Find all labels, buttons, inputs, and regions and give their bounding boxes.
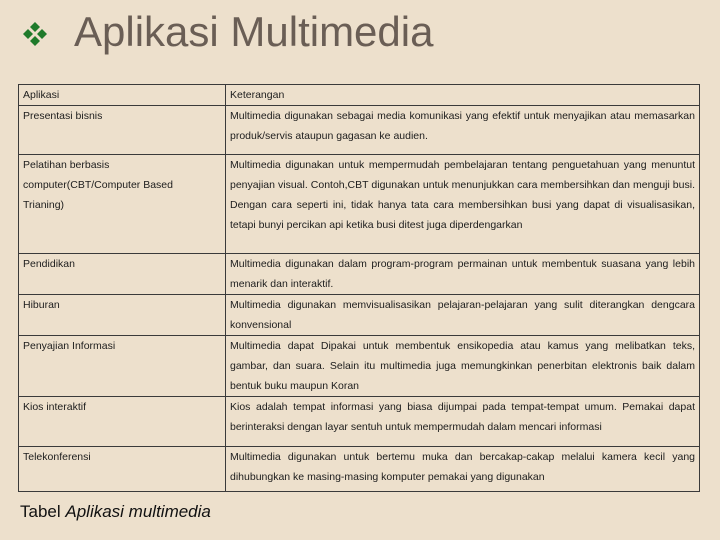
app-name: Pelatihan berbasis computer(CBT/Computer Based Trianing)	[19, 155, 226, 254]
table-row	[19, 397, 700, 447]
slide-title-text: Aplikasi Multimedia	[74, 8, 434, 55]
header-aplikasi: Aplikasi	[19, 85, 226, 106]
table-header-row	[19, 85, 700, 106]
app-description: Multimedia digunakan untuk bertemu muka dan bercakap-cakap melalui kamera kecil yang dihubungkan ke masing-masing komputer pemakai yang digunakan	[226, 447, 700, 492]
app-description: Multimedia digunakan sebagai media komunikasi yang efektif untuk menyajikan atau memasarkan produk/servis ataupun gagasan ke audien.	[226, 106, 700, 155]
table-row	[19, 106, 700, 155]
table-caption	[20, 502, 211, 522]
app-description: Multimedia dapat Dipakai untuk membentuk ensikopedia atau kamus yang melibatkan teks, gambar, dan suara. Selain itu multimedia juga memungkinkan penerbitan elektronis baik dalam bentuk buku maupun Koran	[226, 336, 700, 397]
app-name: Kios interaktif	[19, 397, 226, 447]
table-row	[19, 155, 700, 254]
app-name: Pendidikan	[19, 254, 226, 295]
slide-title	[22, 4, 433, 60]
caption-italic: Aplikasi multimedia	[65, 502, 211, 521]
header-keterangan: Keterangan	[226, 85, 700, 106]
app-name: Penyajian Informasi	[19, 336, 226, 397]
app-description: Kios adalah tempat informasi yang biasa dijumpai pada tempat-tempat umum. Pemakai dapat berinteraksi dengan layar sentuh untuk mempermudah dalam mencari informasi	[226, 397, 700, 447]
app-name: Telekonferensi	[19, 447, 226, 492]
table-row	[19, 336, 700, 397]
app-description: Multimedia digunakan untuk mempermudah pembelajaran tentang penguetahuan yang menuntut penyajian visual. Contoh,CBT digunakan untuk menunjukkan cara membersihkan dan menguji busi. Dengan cara seperti ini, tidak hanya tata cara membersihkan busi yang dapat di visualisasikan, tetapi bunyi percikan api ketika busi ditest juga diperdengarkan	[226, 155, 700, 254]
app-description: Multimedia digunakan memvisualisasikan pelajaran-pelajaran yang sulit diterangkan dengcara konvensional	[226, 295, 700, 336]
applications-table	[18, 84, 700, 492]
table-row	[19, 254, 700, 295]
app-name: Hiburan	[19, 295, 226, 336]
table-row	[19, 447, 700, 492]
four-diamond-bullet-icon	[22, 21, 48, 47]
app-name: Presentasi bisnis	[19, 106, 226, 155]
app-description: Multimedia digunakan dalam program-program permainan untuk membentuk suasana yang lebih menarik dan interaktif.	[226, 254, 700, 295]
caption-prefix: Tabel	[20, 502, 61, 521]
table-row	[19, 295, 700, 336]
